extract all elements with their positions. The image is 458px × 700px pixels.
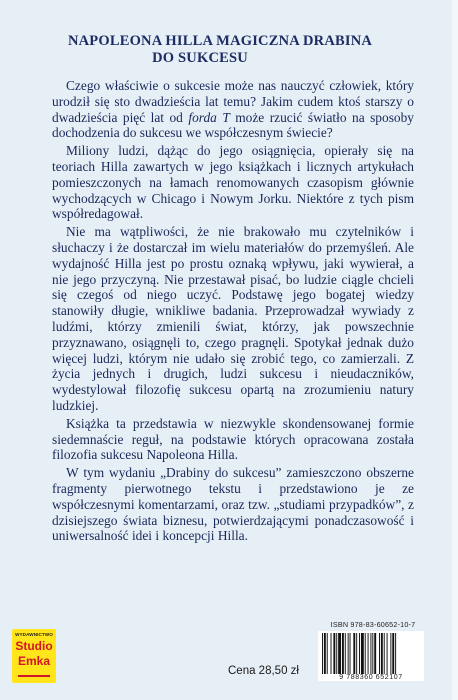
- logo-underline: [18, 675, 50, 677]
- blurb-paragraph-3: Nie ma wątpliwości, że nie brakowało mu czytelników i słuchaczy i że dostarczał im wielu materiałów do przemyśleń. Ale wydajność Hilla jest po prostu oznaką wpływu, jaki wywierał, a nie jego przyczyną. Nie przestawał pisać, bo ludzie ciągle chcieli się czegoś od niego uczyć. Podstawę jego bogatej wiedzy stanowiły długie, wnikliwe badania. Przeprowadzał wywiady z ludźmi, którzy zmienili świat, którzy, jak powszechnie przyznawano, osiągnęli to, czego pragnęli. Spotykał jednak dużo więcej ludzi, którym nie udało się zrobić tego, co zamierzali. Z życia jednych i drugich, ludzi sukcesu i nieudaczników, wydestylował filozofię sukcesu opartą na zrozumieniu natury ludzkiej.: [52, 224, 414, 413]
- barcode-bar: [327, 633, 328, 674]
- barcode-digits: 9 788360 652107: [318, 674, 424, 681]
- barcode-bar: [342, 633, 344, 674]
- barcode-bar: [348, 633, 349, 674]
- barcode-bar: [331, 633, 332, 674]
- barcode-bar: [353, 633, 355, 674]
- barcode-bar: [356, 633, 357, 674]
- barcode-bar: [322, 633, 323, 674]
- price-label: Cena 28,50 zł: [228, 665, 299, 677]
- barcode-bars: [320, 633, 422, 674]
- isbn-label: ISBN 978-83-60652-10-7: [330, 620, 416, 629]
- barcode-bar: [336, 633, 337, 674]
- barcode-bar: [381, 633, 383, 674]
- blurb: [52, 78, 414, 544]
- blurb-paragraph-5: W tym wydaniu „Drabiny do sukcesu” zamieszczono obszerne fragmenty pierwotnego tekstu i przedstawiono je ze współczesnymi komentarzami, oraz tzw. „studiami przypadków”, z dzisiejszego świata biznesu, potwierdzającymi ponadczasowość i uniwersalność idei i koncepcji Hilla.: [52, 465, 414, 544]
- blurb-paragraph-2: Miliony ludzi, dążąc do jego osiągnięcia, opierały się na teoriach Hilla zawartych w jego książkach i licznych artykułach pomieszczonych na łamach renomowanych czasopism głównie wychodzących w Chicago i Nowym Jorku. Niektóre z tych pism współredagował.: [52, 143, 414, 222]
- barcode-bar: [387, 633, 388, 674]
- barcode: [318, 631, 424, 674]
- barcode-bar: [379, 633, 380, 674]
- isbn-block: [318, 620, 428, 681]
- italic-phrase: forda T: [188, 109, 230, 125]
- barcode-bar: [345, 633, 346, 674]
- barcode-bar: [384, 633, 385, 674]
- blurb-paragraph-4: Książka ta przedstawia w niezwykle skondensowanej formie siedemnaście reguł, na podstawie których opracowana została filozofia sukcesu Napoleona Hilla.: [52, 415, 414, 463]
- barcode-bar: [390, 633, 391, 674]
- publisher-logo: [12, 629, 56, 683]
- blurb-paragraph-1: Czego właściwie o sukcesie może nas nauczyć człowiek, który urodził się sto dwadzieścia lat temu? Jakim cudem ktoś starszy o dwadzieścia pięć lat od forda T może rzucić światło na sposoby dochodzenia do sukcesu we współczesnym świecie?: [52, 78, 414, 141]
- barcode-bar: [350, 633, 351, 674]
- cover-title: [0, 33, 440, 67]
- title-line-2: DO SUKCESU: [152, 50, 248, 66]
- barcode-bar: [374, 633, 376, 674]
- barcode-bar: [365, 633, 366, 674]
- barcode-bar: [370, 633, 371, 674]
- logo-word-1: Studio: [15, 639, 53, 653]
- title-line-1: NAPOLEONA HILLA MAGICZNA DRABINA: [67, 33, 373, 49]
- page-edge: [452, 0, 458, 700]
- barcode-bar: [395, 633, 396, 674]
- logo-word-2: Emka: [17, 654, 51, 668]
- barcode-bar: [324, 633, 326, 674]
- barcode-bar: [361, 633, 364, 674]
- barcode-bar: [368, 633, 369, 674]
- barcode-bar: [392, 633, 394, 674]
- logo-label: WYDAWNICTWO: [15, 632, 53, 637]
- barcode-bar: [359, 633, 360, 674]
- barcode-bar: [333, 633, 335, 674]
- barcode-bar: [338, 633, 341, 674]
- barcode-bar: [372, 633, 373, 674]
